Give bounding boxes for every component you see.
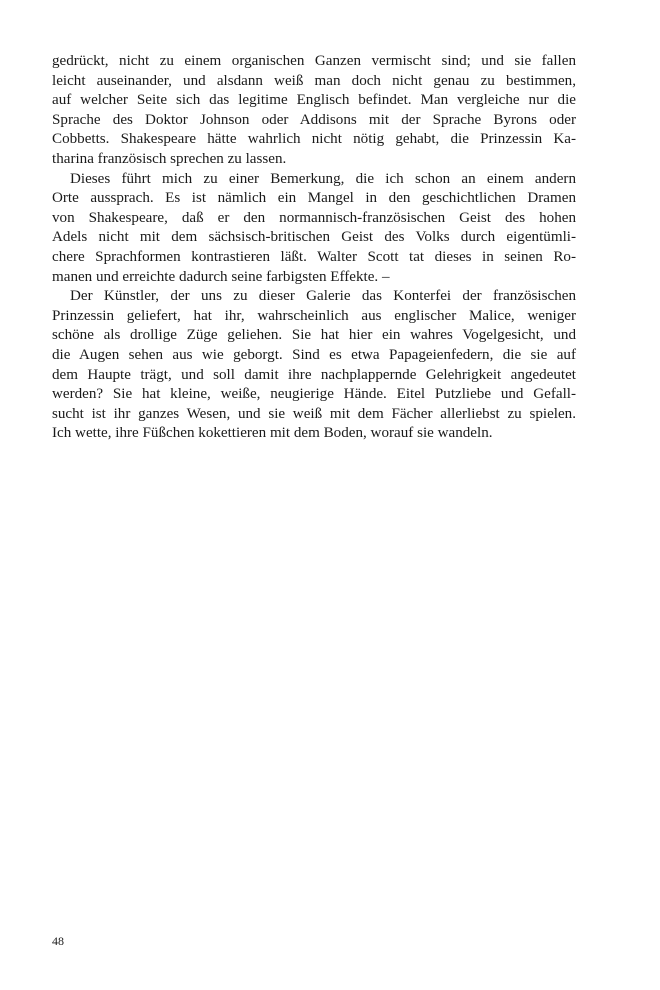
text-line: die Augen sehen aus wie geborgt. Sind es etwa Papageienfedern, die sie auf [52, 346, 576, 363]
body-text [52, 52, 576, 444]
text-line: sucht ist ihr ganzes Wesen, und sie weiß mit dem Fächer allerliebst zu spielen. [52, 405, 576, 422]
text-line: Dieses führt mich zu einer Bemerkung, die ich schon an einem andern [70, 170, 576, 187]
text-line: von Shakespeare, daß er den normannisch-französischen Geist des hohen [52, 209, 576, 226]
page-number: 48 [52, 934, 64, 948]
text-line: tharina französisch sprechen zu lassen. [52, 150, 287, 167]
paragraph-1 [52, 52, 576, 170]
paragraph-2 [52, 170, 576, 288]
text-line: gedrückt, nicht zu einem organischen Ganzen vermischt sind; und sie fallen [52, 53, 576, 69]
text-line: leicht auseinander, und alsdann weiß man doch nicht genau zu bestimmen, [52, 72, 576, 89]
text-line: manen und erreichte dadurch seine farbigsten Effekte. – [52, 268, 390, 285]
text-line: Cobbetts. Shakespeare hätte wahrlich nicht nötig gehabt, die Prinzessin Ka- [52, 131, 576, 148]
text-line: Ich wette, ihre Füßchen kokettieren mit dem Boden, worauf sie wandeln. [52, 425, 493, 442]
text-line: Prinzessin geliefert, hat ihr, wahrscheinlich aus englischer Malice, weniger [52, 307, 576, 324]
text-line: auf welcher Seite sich das legitime Englisch befindet. Man vergleiche nur die [52, 92, 576, 109]
text-line: Sprache des Doktor Johnson oder Addisons mit der Sprache Byrons oder [52, 111, 576, 128]
text-line: Der Künstler, der uns zu dieser Galerie das Konterfei der französischen [70, 288, 576, 305]
text-line: chere Sprachformen kontrastieren läßt. Walter Scott tat dieses in seinen Ro- [52, 248, 576, 265]
paragraph-3 [52, 287, 576, 444]
text-line: Adels nicht mit dem sächsisch-britischen Geist des Volks durch eigentümli- [52, 229, 576, 246]
text-line: dem Haupte trägt, und soll damit ihre nachplappernde Gelehrigkeit angedeutet [52, 366, 576, 383]
text-line: schöne als drollige Züge geliehen. Sie hat hier ein wahres Vogelgesicht, und [52, 327, 576, 344]
text-line: werden? Sie hat kleine, weiße, neugierige Hände. Eitel Putzliebe und Gefall- [52, 386, 576, 403]
text-line: Orte aussprach. Es ist nämlich ein Mangel in den geschichtlichen Dramen [52, 190, 576, 207]
